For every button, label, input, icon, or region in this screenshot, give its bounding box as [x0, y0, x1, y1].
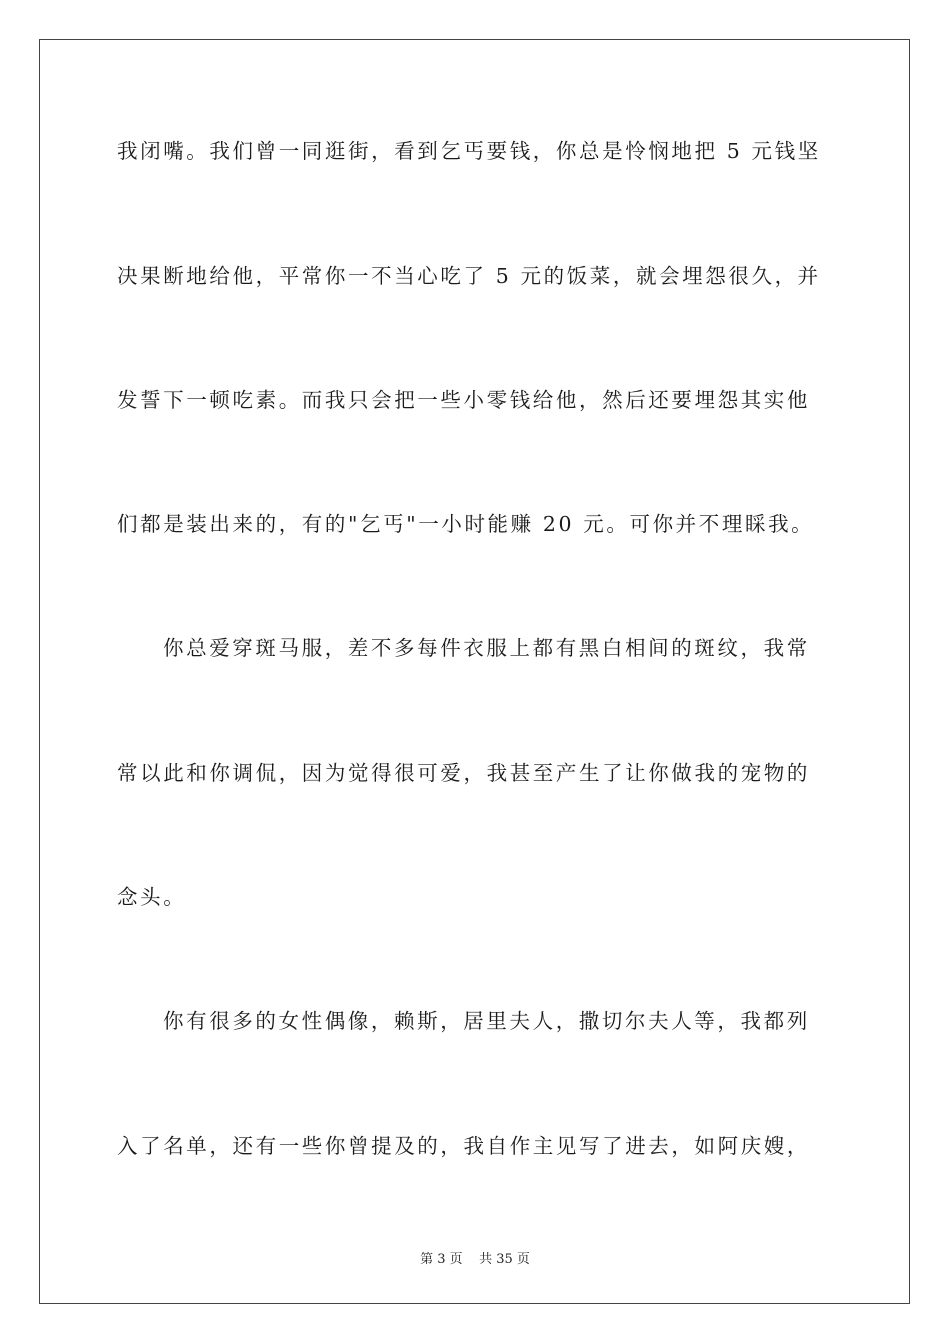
text-line: 们都是装出来的，有的"乞丐"一小时能赚 20 元。可你并不理睬我。	[117, 512, 815, 536]
text-line: 决果断地给他，平常你一不当心吃了 5 元的饭菜，就会埋怨很久，并	[117, 264, 821, 288]
text-line: 入了名单，还有一些你曾提及的，我自作主见写了进去，如阿庆嫂，	[117, 1134, 810, 1158]
page-border	[39, 39, 910, 1304]
text-line: 念头。	[117, 885, 187, 909]
page-number-footer: 第 3 页 共 35 页	[420, 1252, 530, 1267]
text-line: 常以此和你调侃，因为觉得很可爱，我甚至产生了让你做我的宠物的	[117, 761, 810, 785]
paragraph-start-line: 你有很多的女性偶像，赖斯，居里夫人，撒切尔夫人等，我都列	[163, 1009, 810, 1033]
text-line: 发誓下一顿吃素。而我只会把一些小零钱给他，然后还要埋怨其实他	[117, 388, 810, 412]
paragraph-start-line: 你总爱穿斑马服，差不多每件衣服上都有黑白相间的斑纹，我常	[163, 636, 810, 660]
text-line: 我闭嘴。我们曾一同逛街，看到乞丐要钱，你总是怜悯地把 5 元钱坚	[117, 139, 821, 163]
